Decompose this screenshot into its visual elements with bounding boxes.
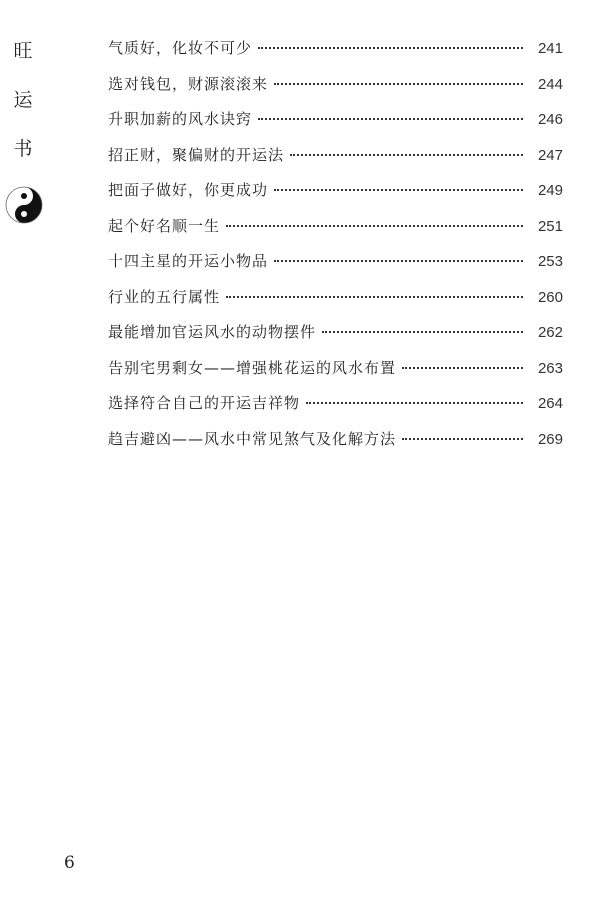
toc-entry-title: 最能增加官运风水的动物摆件	[108, 323, 317, 341]
toc-entry[interactable]	[108, 38, 563, 74]
toc-entry-page: 260	[537, 288, 563, 306]
toc-entry-page: 263	[537, 359, 563, 377]
toc-entry-title: 选择符合自己的开运吉祥物	[108, 394, 301, 412]
toc-entry[interactable]	[108, 358, 563, 394]
dot-leader	[402, 438, 523, 440]
page-number: 6	[64, 853, 75, 873]
toc-entry-page: 253	[537, 253, 563, 270]
toc-entry[interactable]	[108, 74, 563, 110]
dot-leader	[274, 260, 523, 262]
dot-leader	[226, 296, 523, 298]
toc-entry-title: 气质好，化妆不可少	[108, 39, 253, 57]
toc-entry[interactable]	[108, 216, 563, 252]
toc-entry[interactable]	[108, 109, 563, 145]
toc-entry-page: 249	[537, 182, 563, 199]
dot-leader	[274, 83, 523, 85]
toc-entry-page: 244	[537, 75, 563, 93]
dot-leader	[258, 118, 523, 120]
toc-entry-title: 十四主星的开运小物品	[108, 252, 269, 270]
dot-leader	[322, 331, 523, 333]
toc-entry-title: 行业的五行属性	[108, 287, 221, 306]
toc-entry-title: 选对钱包，财源滚滚来	[108, 74, 269, 93]
toc-entry[interactable]	[108, 393, 563, 429]
toc-entry-page: 262	[537, 324, 563, 341]
yin-yang-icon	[4, 185, 44, 225]
dot-leader	[274, 189, 523, 191]
table-of-contents	[108, 38, 563, 464]
dot-leader	[306, 402, 523, 404]
toc-entry-page: 246	[537, 111, 563, 128]
dot-leader	[226, 225, 523, 227]
side-title-char: 旺	[13, 40, 33, 62]
dot-leader	[402, 367, 523, 369]
toc-entry-title: 招正财，聚偏财的开运法	[108, 145, 285, 164]
toc-entry[interactable]	[108, 145, 563, 181]
dot-leader	[258, 47, 523, 49]
toc-entry-page: 264	[537, 395, 563, 412]
toc-entry-title: 起个好名顺一生	[108, 216, 221, 235]
toc-entry-title: 告别宅男剩女——增强桃花运的风水布置	[108, 358, 397, 377]
toc-entry-page: 269	[537, 430, 563, 448]
side-title	[8, 42, 38, 189]
toc-entry[interactable]	[108, 287, 563, 323]
toc-entry-title: 升职加薪的风水诀窍	[108, 110, 253, 128]
toc-entry-page: 247	[537, 146, 563, 164]
toc-entry-page: 251	[537, 217, 563, 235]
side-title-char: 书	[13, 138, 33, 160]
toc-entry[interactable]	[108, 322, 563, 358]
side-title-char: 运	[13, 89, 33, 111]
toc-entry-title: 趋吉避凶——风水中常见煞气及化解方法	[108, 429, 397, 448]
toc-entry-page: 241	[537, 40, 563, 57]
toc-entry-title: 把面子做好，你更成功	[108, 181, 269, 199]
dot-leader	[290, 154, 523, 156]
toc-entry[interactable]	[108, 429, 563, 465]
toc-entry[interactable]	[108, 251, 563, 287]
toc-entry[interactable]	[108, 180, 563, 216]
